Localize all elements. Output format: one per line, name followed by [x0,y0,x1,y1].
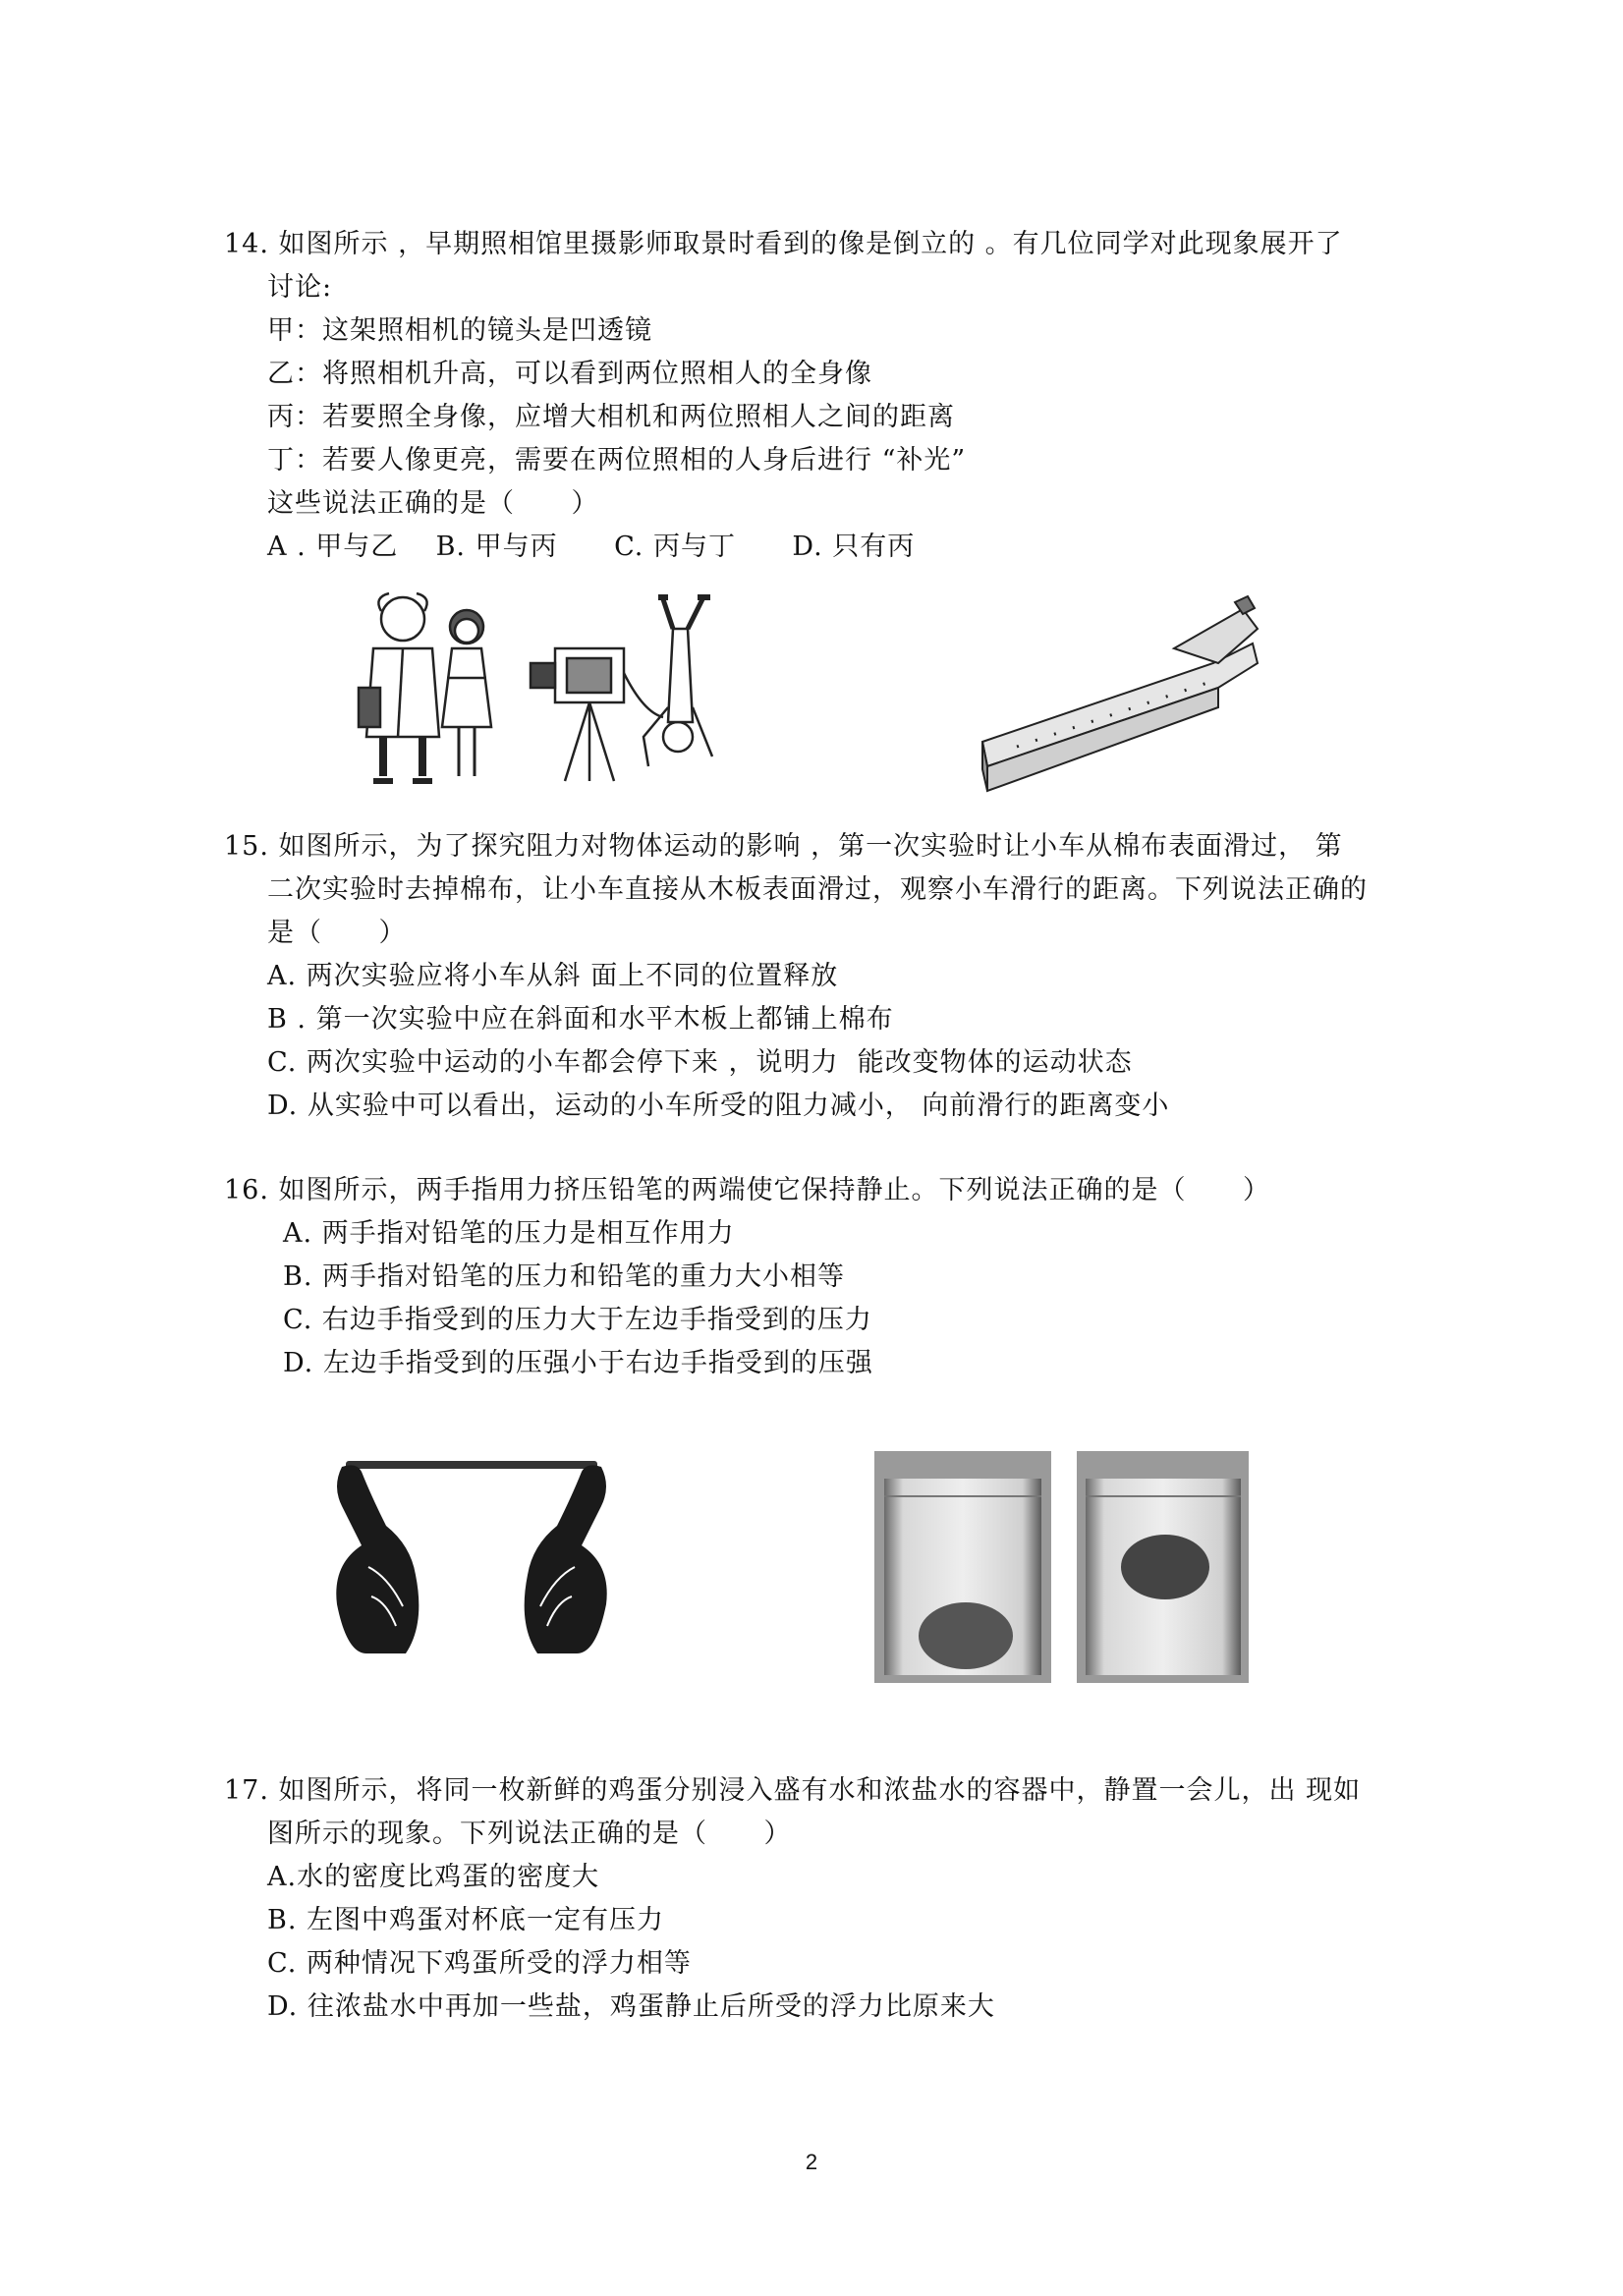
q16-option-c: C. 右边手指受到的压力大于左边手指受到的压力 [283,1305,872,1335]
q17-option-c: C. 两种情况下鸡蛋所受的浮力相等 [267,1948,692,1979]
q14-stem-line-1: 14. 如图所示 ，早期照相馆里摄影师取景时看到的像是倒立的 。有几位同学对此现象展开了 [224,229,1343,259]
q17-option-d: D. 往浓盐水中再加一些盐，鸡蛋静止后所受的浮力比原来大 [267,1991,995,2022]
q15-stem-line-1: 15. 如图所示，为了探究阻力对物体运动的影响 ，第一次实验时让小车从棉布表面滑过， 第 [224,831,1343,862]
q17-stem-line-2: 图所示的现象。下列说法正确的是（ ） [267,1819,792,1849]
q15-option-c: C. 两次实验中运动的小车都会停下来 ，说明力 能改变物体的运动状态 [267,1047,1133,1078]
q14-statement-ding: 丁：若要人像更亮，需要在两位照相的人身后进行 “补光” [267,445,967,476]
inclined-plane-figure [978,594,1262,796]
q14-options: A . 甲与乙 B. 甲与丙 C. 丙与丁 D. 只有丙 [267,532,916,562]
left-hand [336,1465,419,1653]
q14-statement-yi: 乙：将照相机升高，可以看到两位照相人的全身像 [267,359,872,389]
q16-option-d: D. 左边手指受到的压强小于右边手指受到的压强 [283,1348,873,1378]
q15-option-a: A. 两次实验应将小车从斜 面上不同的位置释放 [267,961,839,991]
q14-statement-bing: 丙：若要照全身像，应增大相机和两位照相人之间的距离 [267,402,955,432]
page-number: 2 [805,2150,818,2174]
q17-option-a: A.水的密度比鸡蛋的密度大 [267,1862,600,1892]
q14-stem-line-2: 讨论: [267,272,333,303]
q15-stem-line-3: 是（ ） [267,918,407,948]
right-hand [525,1465,607,1653]
q16-option-a: A. 两手指对铅笔的压力是相互作用力 [283,1218,735,1249]
q14-prompt: 这些说法正确的是（ ） [267,488,599,519]
eggs-beakers-figure [872,1449,1251,1685]
q16-stem-line-1: 16. 如图所示，两手指用力挤压铅笔的两端使它保持静止。下列说法正确的是（ ） [224,1175,1271,1205]
q15-option-b: B . 第一次实验中应在斜面和水平木板上都铺上棉布 [267,1004,894,1035]
pencil [346,1461,597,1469]
photographer-figure [349,589,742,791]
q15-stem-line-2: 二次实验时去掉棉布，让小车直接从木板表面滑过，观察小车滑行的距离。下列说法正确的 [267,874,1368,905]
q15-option-d: D. 从实验中可以看出，运动的小车所受的阻力减小， 向前滑行的距离变小 [267,1091,1170,1121]
q17-option-b: B. 左图中鸡蛋对杯底一定有压力 [267,1905,665,1935]
q16-option-b: B. 两手指对铅笔的压力和铅笔的重力大小相等 [283,1261,846,1292]
egg-sunk [919,1602,1013,1669]
egg-floating [1121,1535,1209,1599]
q17-stem-line-1: 17. 如图所示，将同一枚新鲜的鸡蛋分别浸入盛有水和浓盐水的容器中，静置一会儿，出 现如 [224,1775,1362,1806]
man-head [381,597,424,641]
hands-pencil-figure [324,1449,619,1665]
q14-statement-jia: 甲：这架照相机的镜头是凹透镜 [267,315,652,346]
